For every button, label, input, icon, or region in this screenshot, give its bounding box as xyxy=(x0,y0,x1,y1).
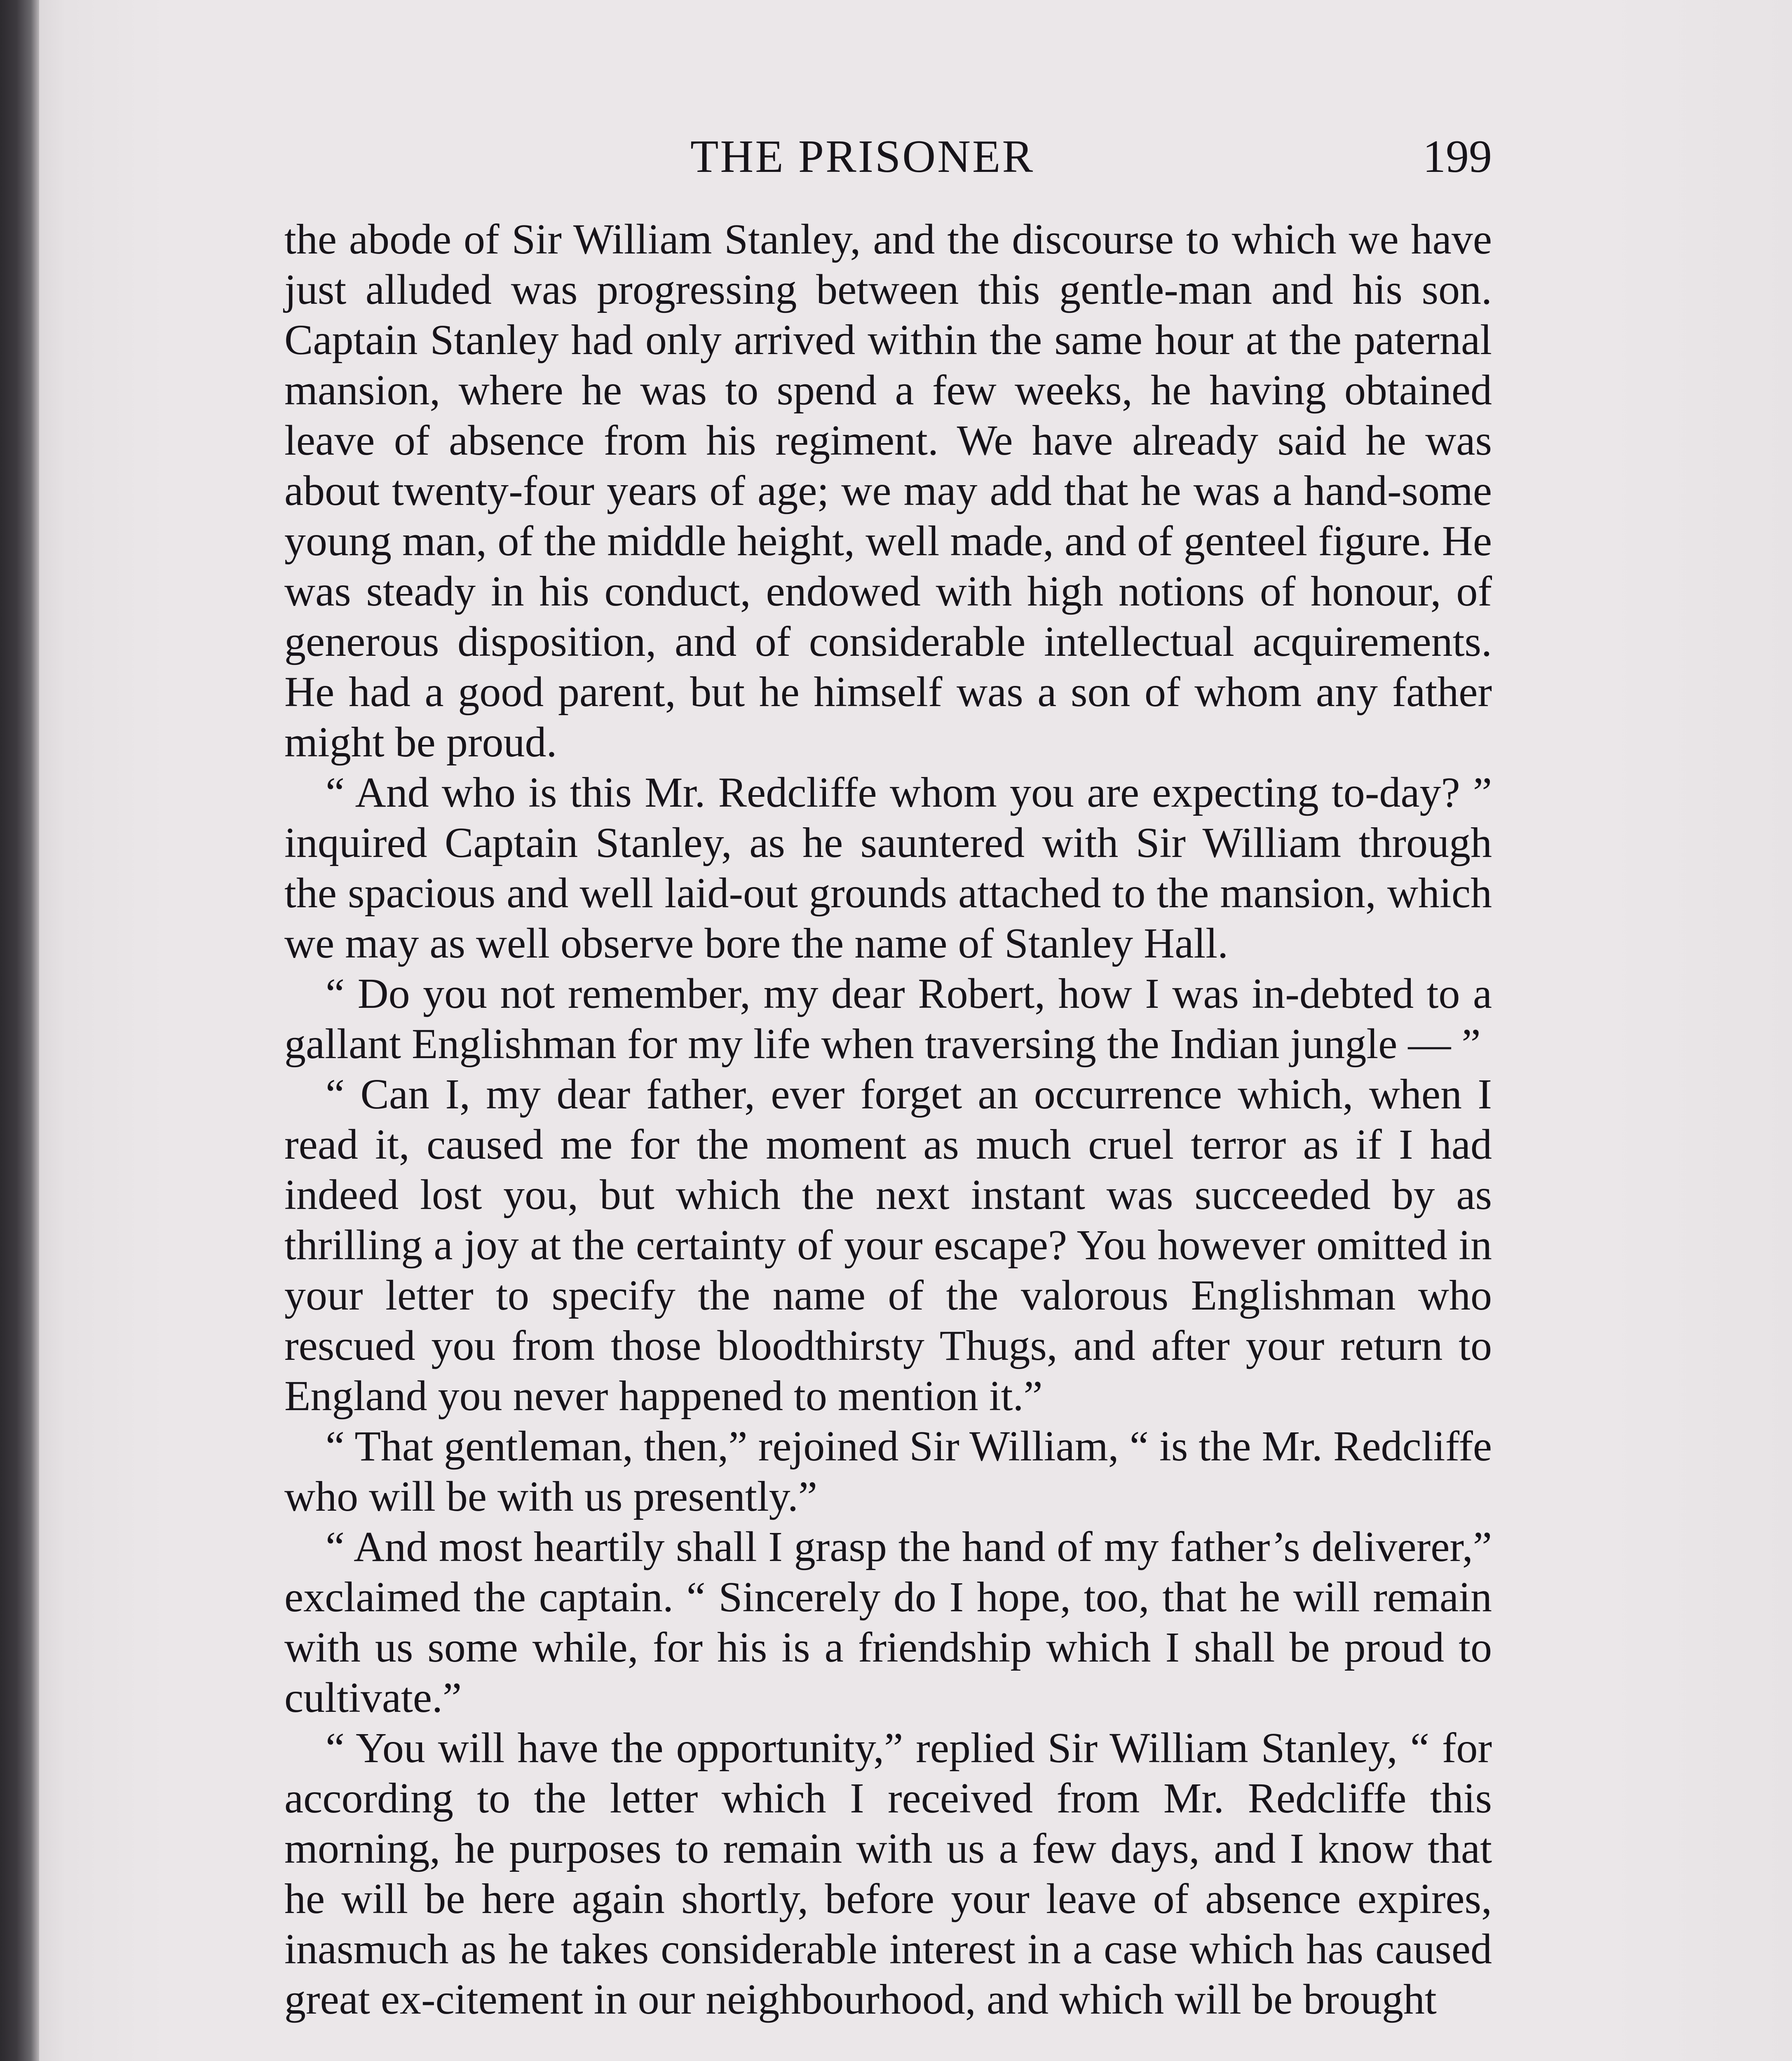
paragraph-1: the abode of Sir William Stanley, and the discourse to which we have just alluded was progressing between this gentle-man and his son. Captain Stanley had only arrived within the same hour at the paternal mansion, where he was to spend a few weeks, he having obtained leave of absence from his regiment. We have already said he was about twenty-four years of age; we may add that he was a hand-some young man, of the middle height, well made, and of genteel figure. He was steady in his conduct, endowed with high notions of honour, of generous disposition, and of considerable intellectual acquirements. He had a good parent, but he himself was a son of whom any father might be proud. xyxy=(284,216,1492,766)
paragraph-3: “ Do you not remember, my dear Robert, how I was in-debted to a gallant Englishman for my life when traversing the Indian jungle — ” xyxy=(284,970,1492,1068)
running-head: THE PRISONER xyxy=(690,131,1035,182)
paragraph-6: “ And most heartily shall I grasp the hand of my father’s deliverer,” exclaimed the captain. “ Sincerely do I hope, too, that he will remain with us some while, for his is a friendship which I shall be proud to cultivate.” xyxy=(284,1523,1492,1721)
paragraph-4: “ Can I, my dear father, ever forget an occurrence which, when I read it, caused me for the moment as much cruel terror as if I had indeed lost you, but which the next instant was succeeded by as thrilling a joy at the certainty of your escape? You however omitted in your letter to specify the name of the valorous Englishman who rescued you from those bloodthirsty Thugs, and after your return to England you never happened to mention it.” xyxy=(284,1070,1492,1420)
paragraph-5: “ That gentleman, then,” rejoined Sir William, “ is the Mr. Redcliffe who will be with us presently.” xyxy=(284,1423,1492,1520)
paragraph-7: “ You will have the opportunity,” replied Sir William Stanley, “ for according to the letter which I received from Mr. Redcliffe this morning, he purposes to remain with us a few days, and I know that he will be here again shortly, before your leave of absence expires, inasmuch as he takes considerable interest in a case which has caused great ex-citement in our neighbourhood, and which will be brought xyxy=(284,1724,1492,2023)
paragraph-2: “ And who is this Mr. Redcliffe whom you are expecting to-day? ” inquired Captain Stanley, as he sauntered with Sir William through the spacious and well laid-out grounds attached to the mansion, which we may as well observe bore the name of Stanley Hall. xyxy=(284,769,1492,967)
page-header xyxy=(284,124,1492,190)
page-binding-edge xyxy=(0,0,39,2061)
page-number: 199 xyxy=(1423,131,1492,182)
body-text xyxy=(284,214,1492,2025)
